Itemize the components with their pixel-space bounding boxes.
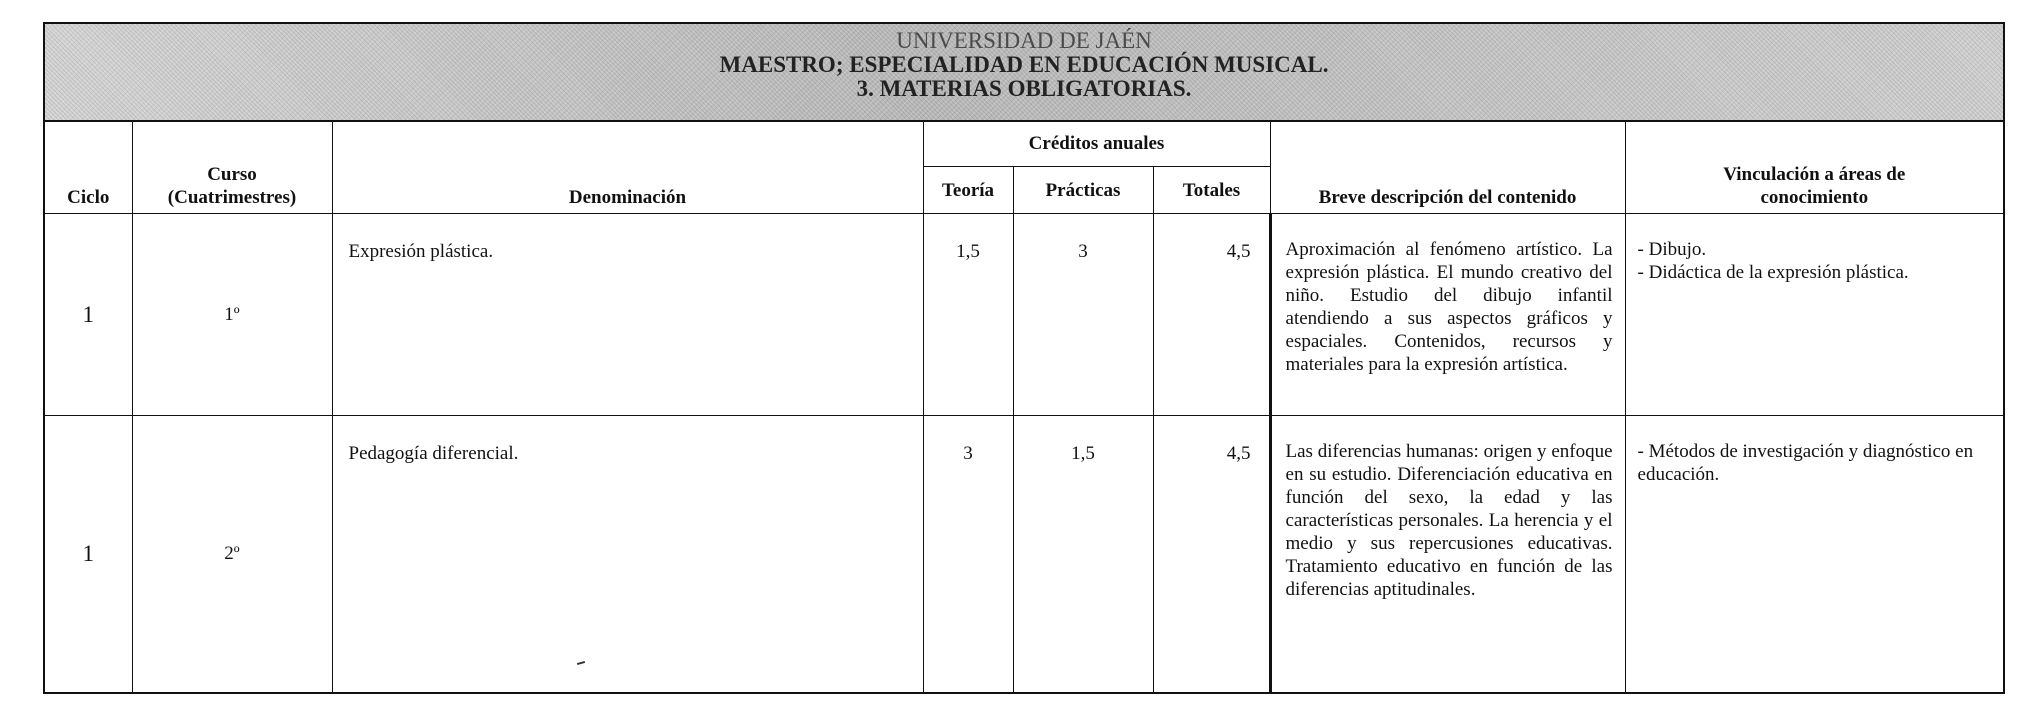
header-ciclo: Ciclo (45, 120, 132, 214)
degree-title: MAESTRO; ESPECIALIDAD EN EDUCACIÓN MUSICAL. (719, 52, 1329, 77)
header-creditos-anuales: Créditos anuales (923, 120, 1270, 167)
vinculacion-item: - Didáctica de la expresión plástica. (1637, 262, 1909, 283)
cell-denominacion: Expresión plástica. (332, 214, 923, 416)
header-practicas: Prácticas (1013, 167, 1153, 214)
vinculacion-item: - Métodos de investigación y diagnóstico en educación. (1637, 441, 1974, 485)
header-denominacion: Denominación (332, 120, 923, 214)
cell-teoria: 3 (923, 416, 1013, 692)
cell-curso: 2º (132, 416, 332, 692)
cell-vinculacion (1625, 416, 2003, 692)
header-vinculacion (1625, 120, 2003, 214)
header-vinculacion-line2: conocimiento (1760, 187, 1869, 208)
header-vinculacion-line1: Vinculación a áreas de (1723, 164, 1906, 185)
cell-vinculacion (1625, 214, 2003, 416)
table-row (45, 214, 2003, 416)
header-teoria: Teoría (923, 167, 1013, 214)
header-descripcion: Breve descripción del contenido (1270, 120, 1625, 214)
cell-ciclo: 1 (45, 416, 132, 692)
header-curso (132, 120, 332, 214)
cell-curso: 1º (132, 214, 332, 416)
cell-practicas: 3 (1013, 214, 1153, 416)
subjects-table (45, 120, 2003, 692)
cell-denominacion: Pedagogía diferencial. (332, 416, 923, 692)
cell-practicas: 1,5 (1013, 416, 1153, 692)
header-totales: Totales (1153, 167, 1270, 214)
cell-ciclo: 1 (45, 214, 132, 416)
header-curso-line2: (Cuatrimestres) (167, 187, 297, 208)
document-frame (43, 22, 2005, 694)
table-row (45, 416, 2003, 692)
vinculacion-item: - Dibujo. (1637, 239, 1707, 260)
university-name: UNIVERSIDAD DE JAÉN (896, 28, 1152, 53)
cell-teoria: 1,5 (923, 214, 1013, 416)
cell-totales: 4,5 (1153, 416, 1270, 692)
cell-descripcion: Aproximación al fenómeno artístico. La expresión plástica. El mundo creativo del niño. Estudio del dibujo infantil atendiendo a sus aspectos gráficos y espaciales. Contenidos, recursos y materiales para la expresión artística. (1270, 214, 1625, 416)
header-curso-line1: Curso (207, 164, 257, 185)
title-banner (45, 24, 2003, 122)
cell-descripcion: Las diferencias humanas: origen y enfoque en su estudio. Diferenciación educativa en función del sexo, la edad y las características personales. La herencia y el medio y sus repercusiones educativas. Tratamiento educativo en función de las diferencias aptitudinales. (1270, 416, 1625, 692)
section-title: 3. MATERIAS OBLIGATORIAS. (856, 76, 1192, 101)
cell-totales: 4,5 (1153, 214, 1270, 416)
header-row-top (45, 120, 2003, 167)
